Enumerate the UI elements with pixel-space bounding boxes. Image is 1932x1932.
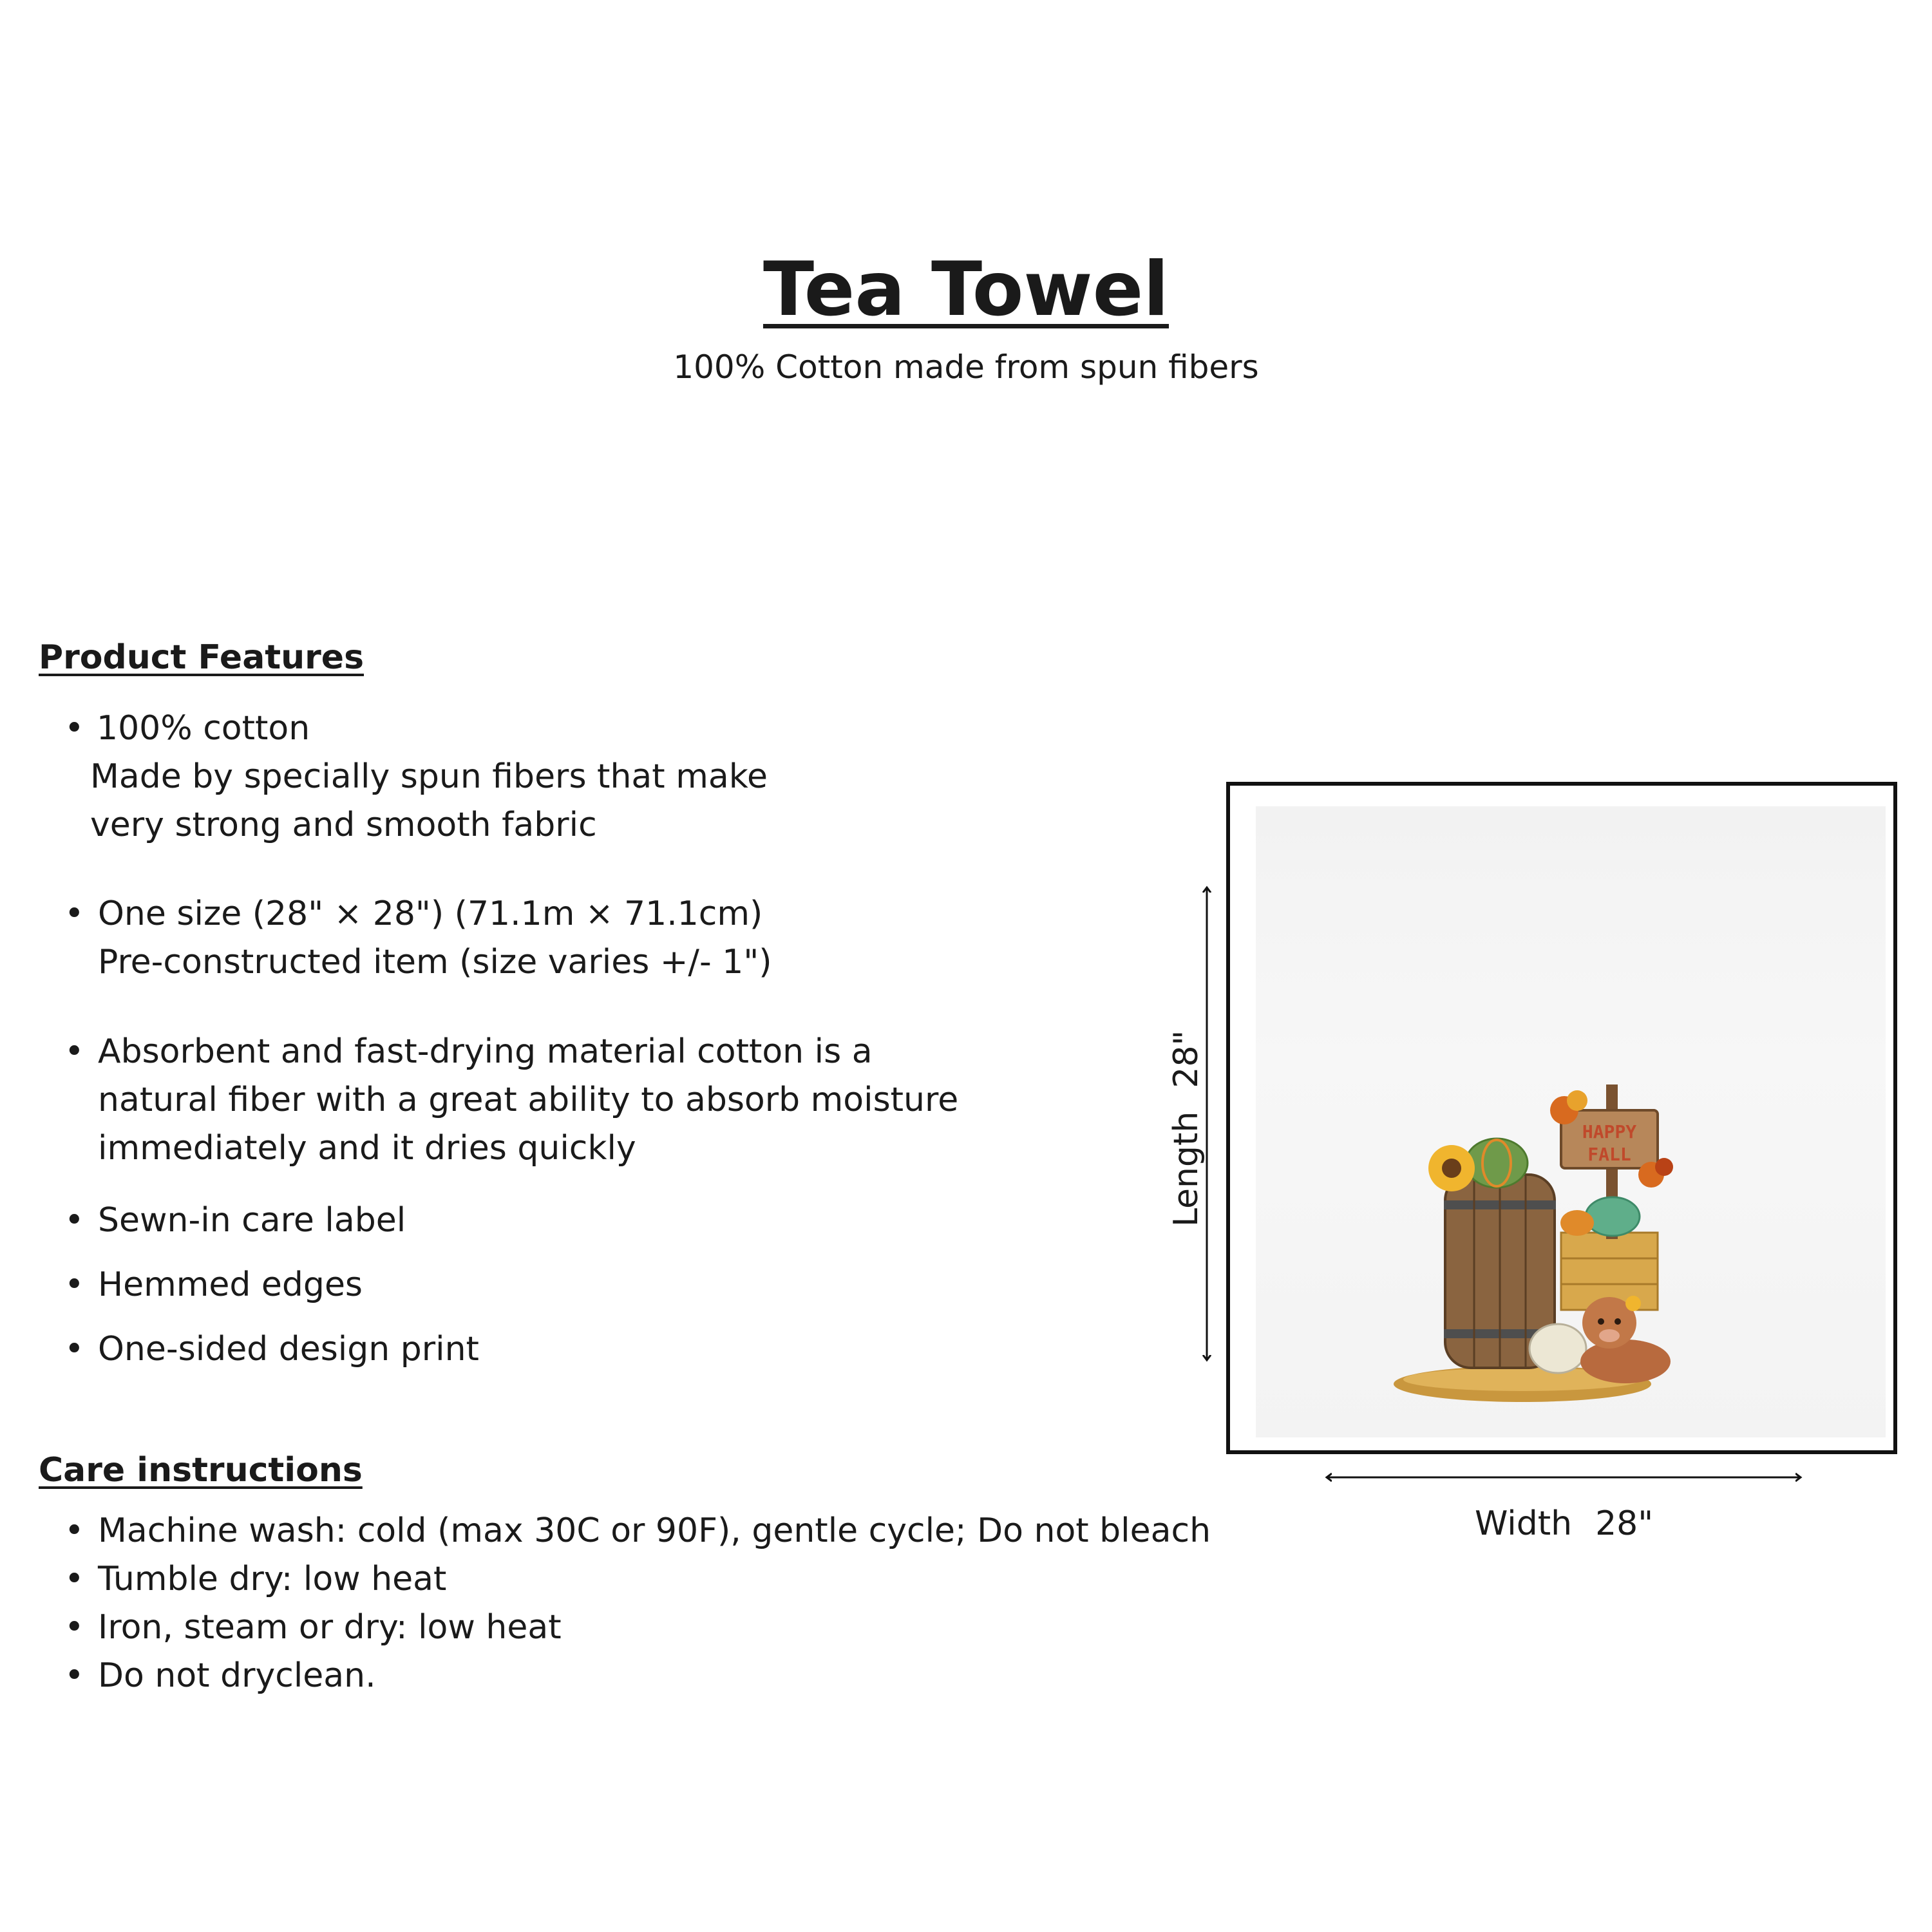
sign-text-happy: HAPPY [1582,1121,1637,1142]
bullet-icon: • [64,1656,84,1695]
bullet-icon: • [64,1511,84,1550]
feature-line: very strong and smooth fabric [90,806,597,844]
feature-line: Made by specially spun fibers that make [90,757,768,796]
feature-line: Pre-constructed item (size varies +/- 1") [98,943,772,981]
width-value: 28" [1595,1504,1654,1543]
feature-line: 100% cotton [97,709,310,748]
length-label: Length [1167,1111,1206,1227]
bullet-icon: • [64,1201,84,1240]
care-line: Do not dryclean. [98,1656,376,1695]
feature-line: immediately and it dries quickly [98,1129,636,1168]
feature-line: Absorbent and fast-drying material cotton is a [98,1032,873,1071]
care-line: Iron, steam or dry: low heat [98,1608,562,1647]
bullet-icon: • [64,895,84,933]
page-subtitle: 100% Cotton made from spun fibers [673,348,1259,386]
page-title-text: Tea Towel [762,246,1170,333]
features-heading: Product Features [39,638,365,677]
feature-line: One-sided design print [98,1330,479,1368]
care-line: Tumble dry: low heat [98,1560,447,1598]
width-label: Width [1475,1504,1573,1543]
width-dimension-label [1475,1504,1654,1543]
length-dimension-label [1167,1030,1206,1227]
feature-line: natural fiber with a great ability to absorb moisture [98,1081,959,1119]
feature-line: Hemmed edges [98,1265,363,1304]
bullet-icon: • [64,709,84,748]
feature-line: Sewn-in care label [98,1201,406,1240]
feature-line: One size (28" × 28") (71.1m × 71.1cm) [98,895,763,933]
bullet-icon: • [64,1265,84,1304]
care-heading: Care instructions [39,1451,363,1490]
bullet-icon: • [64,1330,84,1368]
bullet-icon: • [64,1560,84,1598]
sign-text-fall: FALL [1587,1144,1631,1165]
bullet-icon: • [64,1032,84,1071]
bullet-icon: • [64,1608,84,1647]
care-line: Machine wash: cold (max 30C or 90F), gentle cycle; Do not bleach [98,1511,1211,1550]
length-value: 28" [1167,1030,1206,1088]
